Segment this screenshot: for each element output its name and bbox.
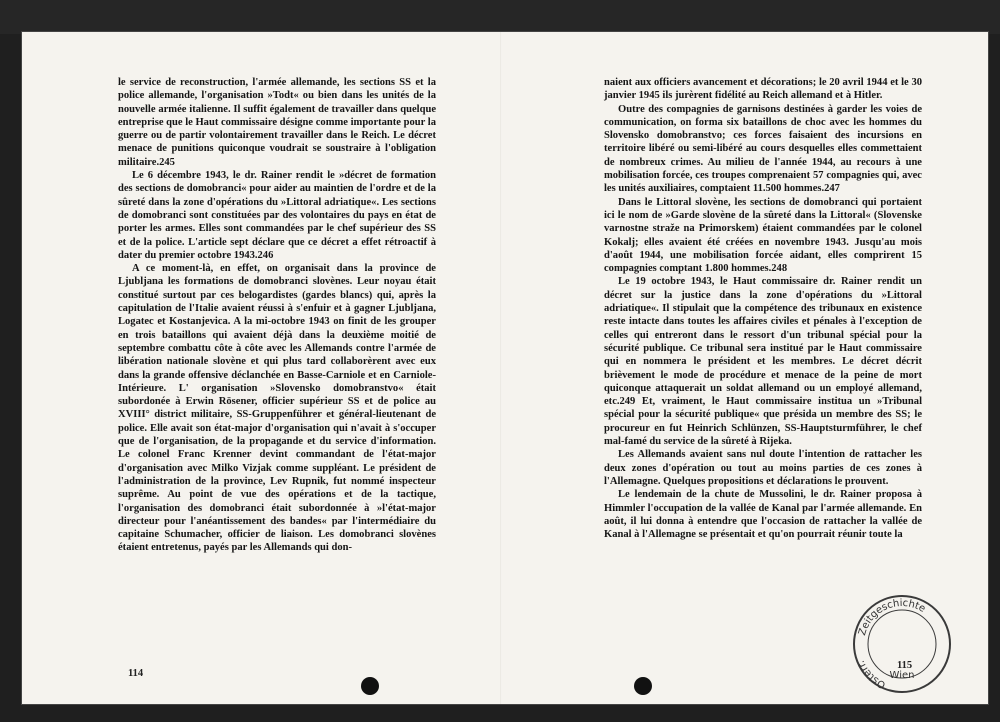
page-fold: [500, 32, 502, 704]
left-page-text: [118, 76, 436, 555]
punch-hole: [361, 677, 379, 695]
punch-hole: [634, 677, 652, 695]
paragraph: Dans le Littoral slovène, les sections de domobranci qui portaient ici le nom de »Garde slovène de la sûreté dans la Littoral« (Slovenske varnostne straže na Primorskem) étaient commandées par le colonel Kokalj; elles avaient été créées en novembre 1943. Jusqu'au mois d'août 1944, une mobilisation forcée aidant, elles comprirent 15 compagnies comptant 1.800 hommes.248: [604, 196, 922, 275]
paragraph: Le 19 octobre 1943, le Haut commissaire dr. Rainer rendit un décret sur la justice dans la zone d'opérations du »Littoral adriatique«. Il stipulait que la compétence des tribunaux en existence reste intacte dans toutes les affaires civiles et pénales à l'exception de celles qui entreront dans le ressort d'un tribunal spécial pour la sécurité publique. Ce tribunal sera institué par le Haut commissaire qui en nommera le président et les membres. Le décret décrit brièvement le mode de procédure et menace de la peine de mort quiconque attaquerait un soldat allemand ou un employé allemand, etc.249 Et, vraiment, le Haut commissaire institua un »Tribunal spécial pour la sécurité publique« que présida un membre des SS; le procureur en fut Heinrich Schlünzen, SS-Hauptsturmführer, le chef mal-famé du service de la sûreté à Rijeka.: [604, 276, 922, 448]
stamp-text-top: Zeitgeschichte: [857, 597, 928, 637]
library-stamp: [850, 592, 954, 696]
page-number-right: 115: [897, 660, 913, 671]
paragraph: Le lendemain de la chute de Mussolini, le dr. Rainer proposa à Himmler l'occupation de la vallée de Kanal par l'armée allemande. En août, il lui donna à entendre que l'occasion de rattacher la vallée de Kanal à l'Allemagne se présentait et qu'on pourrait réunir toute la: [604, 489, 922, 541]
paragraph: Outre des compagnies de garnisons destinées à garder les voies de communication, on forma six bataillons de choc avec les hommes du Slovensko domobranstvo; ces forces faisaient des incursions en territoire libéré ou semi-libéré au cours desquelles elles commettaient de nombreux crimes. Au milieu de l'année 1944, au recours à une mobilisation forcée, ces troupes comprenaient 57 compagnies qui, avec les unités auxiliaires, comptaient 11.500 hommes.247: [604, 103, 922, 195]
paragraph: le service de reconstruction, l'armée allemande, les sections SS et la police allemande, l'organisation »Todt« ou bien dans les unités de la nouvelle armée italienne. Il suffit également de travailler dans quelque entreprise que le Haut commissaire désigne comme importante pour la guerre ou de partir volontairement travailler dans le Reich. Le décret menace de punitions quiconque voudrait se soustraire à l'obligation militaire.245: [118, 77, 436, 168]
stamp-text-bottom: Wien: [889, 670, 915, 681]
paragraph: A ce moment-là, en effet, on organisait dans la province de Ljubljana les formations de domobranci slovènes. Leur noyau était constitué surtout par ces belogardistes (gardes blancs) qui, après la capitulation de l'Italie avaient réussi à s'enfuir et à gagner Ljubljana, Logatec et Kostanjevica. A la mi-octobre 1943 on finit de les grouper en trois bataillons qui avaient déjà dans la deuxième moitié de septembre combattu côte à côte avec les Allemands contre l'armée de libération nationale slovène et qui plus tard collaborèrent avec eux dans la grande offensive déclanchée en Basse-Carniole et en Carniole-Intérieure. L' organisation »Slovensko domobranstvo« était subordonée à Erwin Rösener, officier supérieur SS et de police au XVIII° district militaire, SS-Gruppenführer et général-lieutenant de police. Elle avait son état-major d'organisation qui n'avait à s'occuper que de l'organisation, de la propagande et du service d'information. Le colonel Franc Krenner devint commandant de l'état-major d'organisation avec Milko Vizjak comme suppléant. Le président de l'administration de la province, Lev Rupnik, fut nommé inspecteur suprême. Au point de vue des opérations et de la tactique, l'organisation des domobranci était subordonnée à »l'état-major directeur pour l'anéantissement des bandes« par l'intermédiaire du capitaine Schumacher, officier de liaison. Les domobranci slovènes étaient entretenus, payés par les Allemands qui don-: [118, 263, 436, 554]
right-page-text: [604, 76, 922, 541]
paragraph: naient aux officiers avancement et décorations; le 20 avril 1944 et le 30 janvier 1945 ils jurèrent fidélité au Reich allemand et à Hitler.: [604, 77, 922, 102]
scan-border-top: [0, 0, 1000, 34]
page-number-left: 114: [128, 668, 144, 679]
paragraph: Les Allemands avaient sans nul doute l'intention de rattacher les deux zones d'opération ou tout au moins parties de ces zones à l'Allemagne. Quelques propositions et déclarations le prouvent.: [604, 449, 922, 487]
paragraph: Le 6 décembre 1943, le dr. Rainer rendit le »décret de formation des sections de domobranci« pour aider au maintien de l'ordre et de la sûreté dans la zone d'opérations du »Littoral adriatique«. Les sections de domobranci sont constituées par des volontaires du pays en état de porter les armes. Elles sont commandées par le chef supérieur des SS et de la police. L'article sept déclare que ce décret a effet rétroactif à dater du premier octobre 1943.246: [118, 170, 436, 261]
stamp-text-left: Osterr.: [855, 658, 888, 691]
